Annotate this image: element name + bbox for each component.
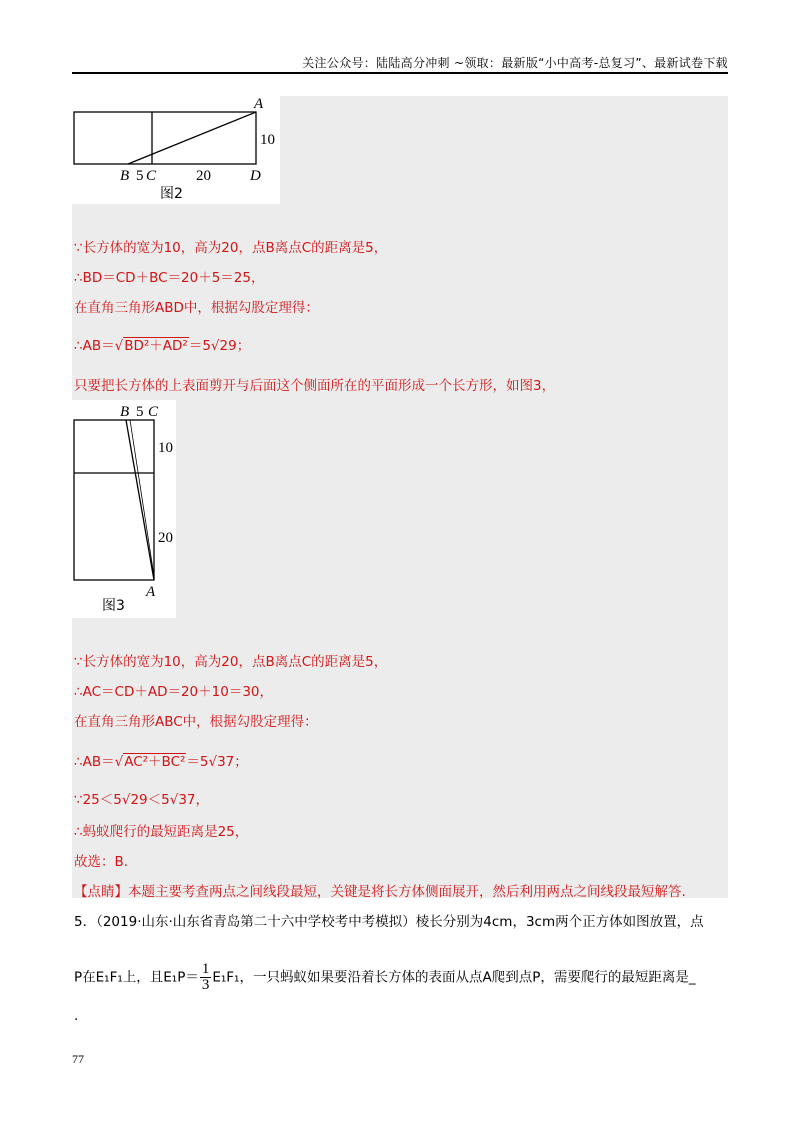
block1-line3: 在直角三角形ABD中，根据勾股定理得： <box>74 300 319 316</box>
sqrt-symbol: √ <box>114 754 124 770</box>
fig3-label-top: 10 <box>158 440 173 456</box>
block1-line2: ∴BD＝CD＋BC＝20＋5＝25， <box>74 270 265 286</box>
fig2-label-bc: 5 <box>136 168 144 184</box>
comment-text: 本题主要考查两点之间线段最短，关键是将长方体侧面展开，然后利用两点之间线段最短解答. <box>128 884 686 900</box>
block1-line5: 只要把长方体的上表面剪开与后面这个侧面所在的平面形成一个长方形，如图3， <box>74 378 556 394</box>
block2-line6: ∴蚂蚁爬行的最短距离是25， <box>74 824 249 840</box>
fig2-label-a: A <box>254 96 264 112</box>
block2-line7: 故选：B. <box>74 854 129 870</box>
block1-line4-radicand: BD²＋AD² <box>124 338 188 354</box>
fig2-label-b: B <box>120 168 130 184</box>
figure-3-diagram <box>72 400 176 618</box>
fig3-caption: 图3 <box>102 598 125 614</box>
block1-line4-prefix: ∴AB＝ <box>74 338 115 354</box>
fig3-label-bottom: 20 <box>158 530 173 546</box>
fig3-label-a: A <box>146 584 156 600</box>
fig2-label-c: C <box>146 168 157 184</box>
question5-line3: . <box>74 1008 79 1024</box>
block2-line5: ∵25＜5√29＜5√37， <box>74 792 210 808</box>
page-header: 关注公众号：陆陆高分冲刺 ~领取：最新版“小中高考-总复习”、最新试卷下载 <box>302 56 728 70</box>
fraction <box>200 962 212 993</box>
block2-line2: ∴AC＝CD＋AD＝20＋10＝30， <box>74 684 273 700</box>
figure-2-diagram <box>72 96 280 204</box>
fig2-label-ad: 10 <box>260 132 275 148</box>
comment-tag: 【点睛】 <box>74 884 128 900</box>
fig2-label-cd: 20 <box>196 168 211 184</box>
sqrt-symbol: √ <box>114 338 124 354</box>
page-number: 77 <box>72 1052 84 1066</box>
block1-line4-result: ＝5√29； <box>188 338 251 354</box>
block1-line1: ∵长方体的宽为10，高为20，点B离点C的距离是5， <box>74 240 388 256</box>
figure-2 <box>72 96 280 204</box>
fig2-label-d: D <box>250 168 261 184</box>
fraction-denominator: 3 <box>201 977 210 993</box>
block2-line4-radicand: AC²＋BC² <box>124 754 186 770</box>
figure-3 <box>72 400 176 618</box>
block2-line4 <box>74 750 248 770</box>
question5-line2 <box>74 962 696 993</box>
block1-line4 <box>74 334 250 354</box>
question5-line2-a: P在E₁F₁上，且E₁P＝ <box>74 969 199 986</box>
fraction-numerator: 1 <box>201 961 210 977</box>
fig3-label-bc: 5 <box>136 404 144 420</box>
block2-line4-result: ＝5√37； <box>186 754 248 770</box>
question5-line2-b: E₁F₁，一只蚂蚁如果要沿着长方体的表面从点A爬到点P，需要爬行的最短距离是_ <box>212 969 696 986</box>
block2-line4-prefix: ∴AB＝ <box>74 754 115 770</box>
block2-line1: ∵长方体的宽为10，高为20，点B离点C的距离是5， <box>74 654 388 670</box>
fig3-label-c: C <box>148 404 159 420</box>
block2-line3: 在直角三角形ABC中，根据勾股定理得： <box>74 714 318 730</box>
fig2-caption: 图2 <box>160 186 183 202</box>
fig3-label-b: B <box>120 404 130 420</box>
comment-line <box>74 880 686 900</box>
header-rule <box>72 72 728 74</box>
question5-line1: 5．（2019·山东·山东省青岛第二十六中学校考中考模拟）棱长分别为4cm，3cm两个正方体如图放置，点 <box>74 914 704 930</box>
